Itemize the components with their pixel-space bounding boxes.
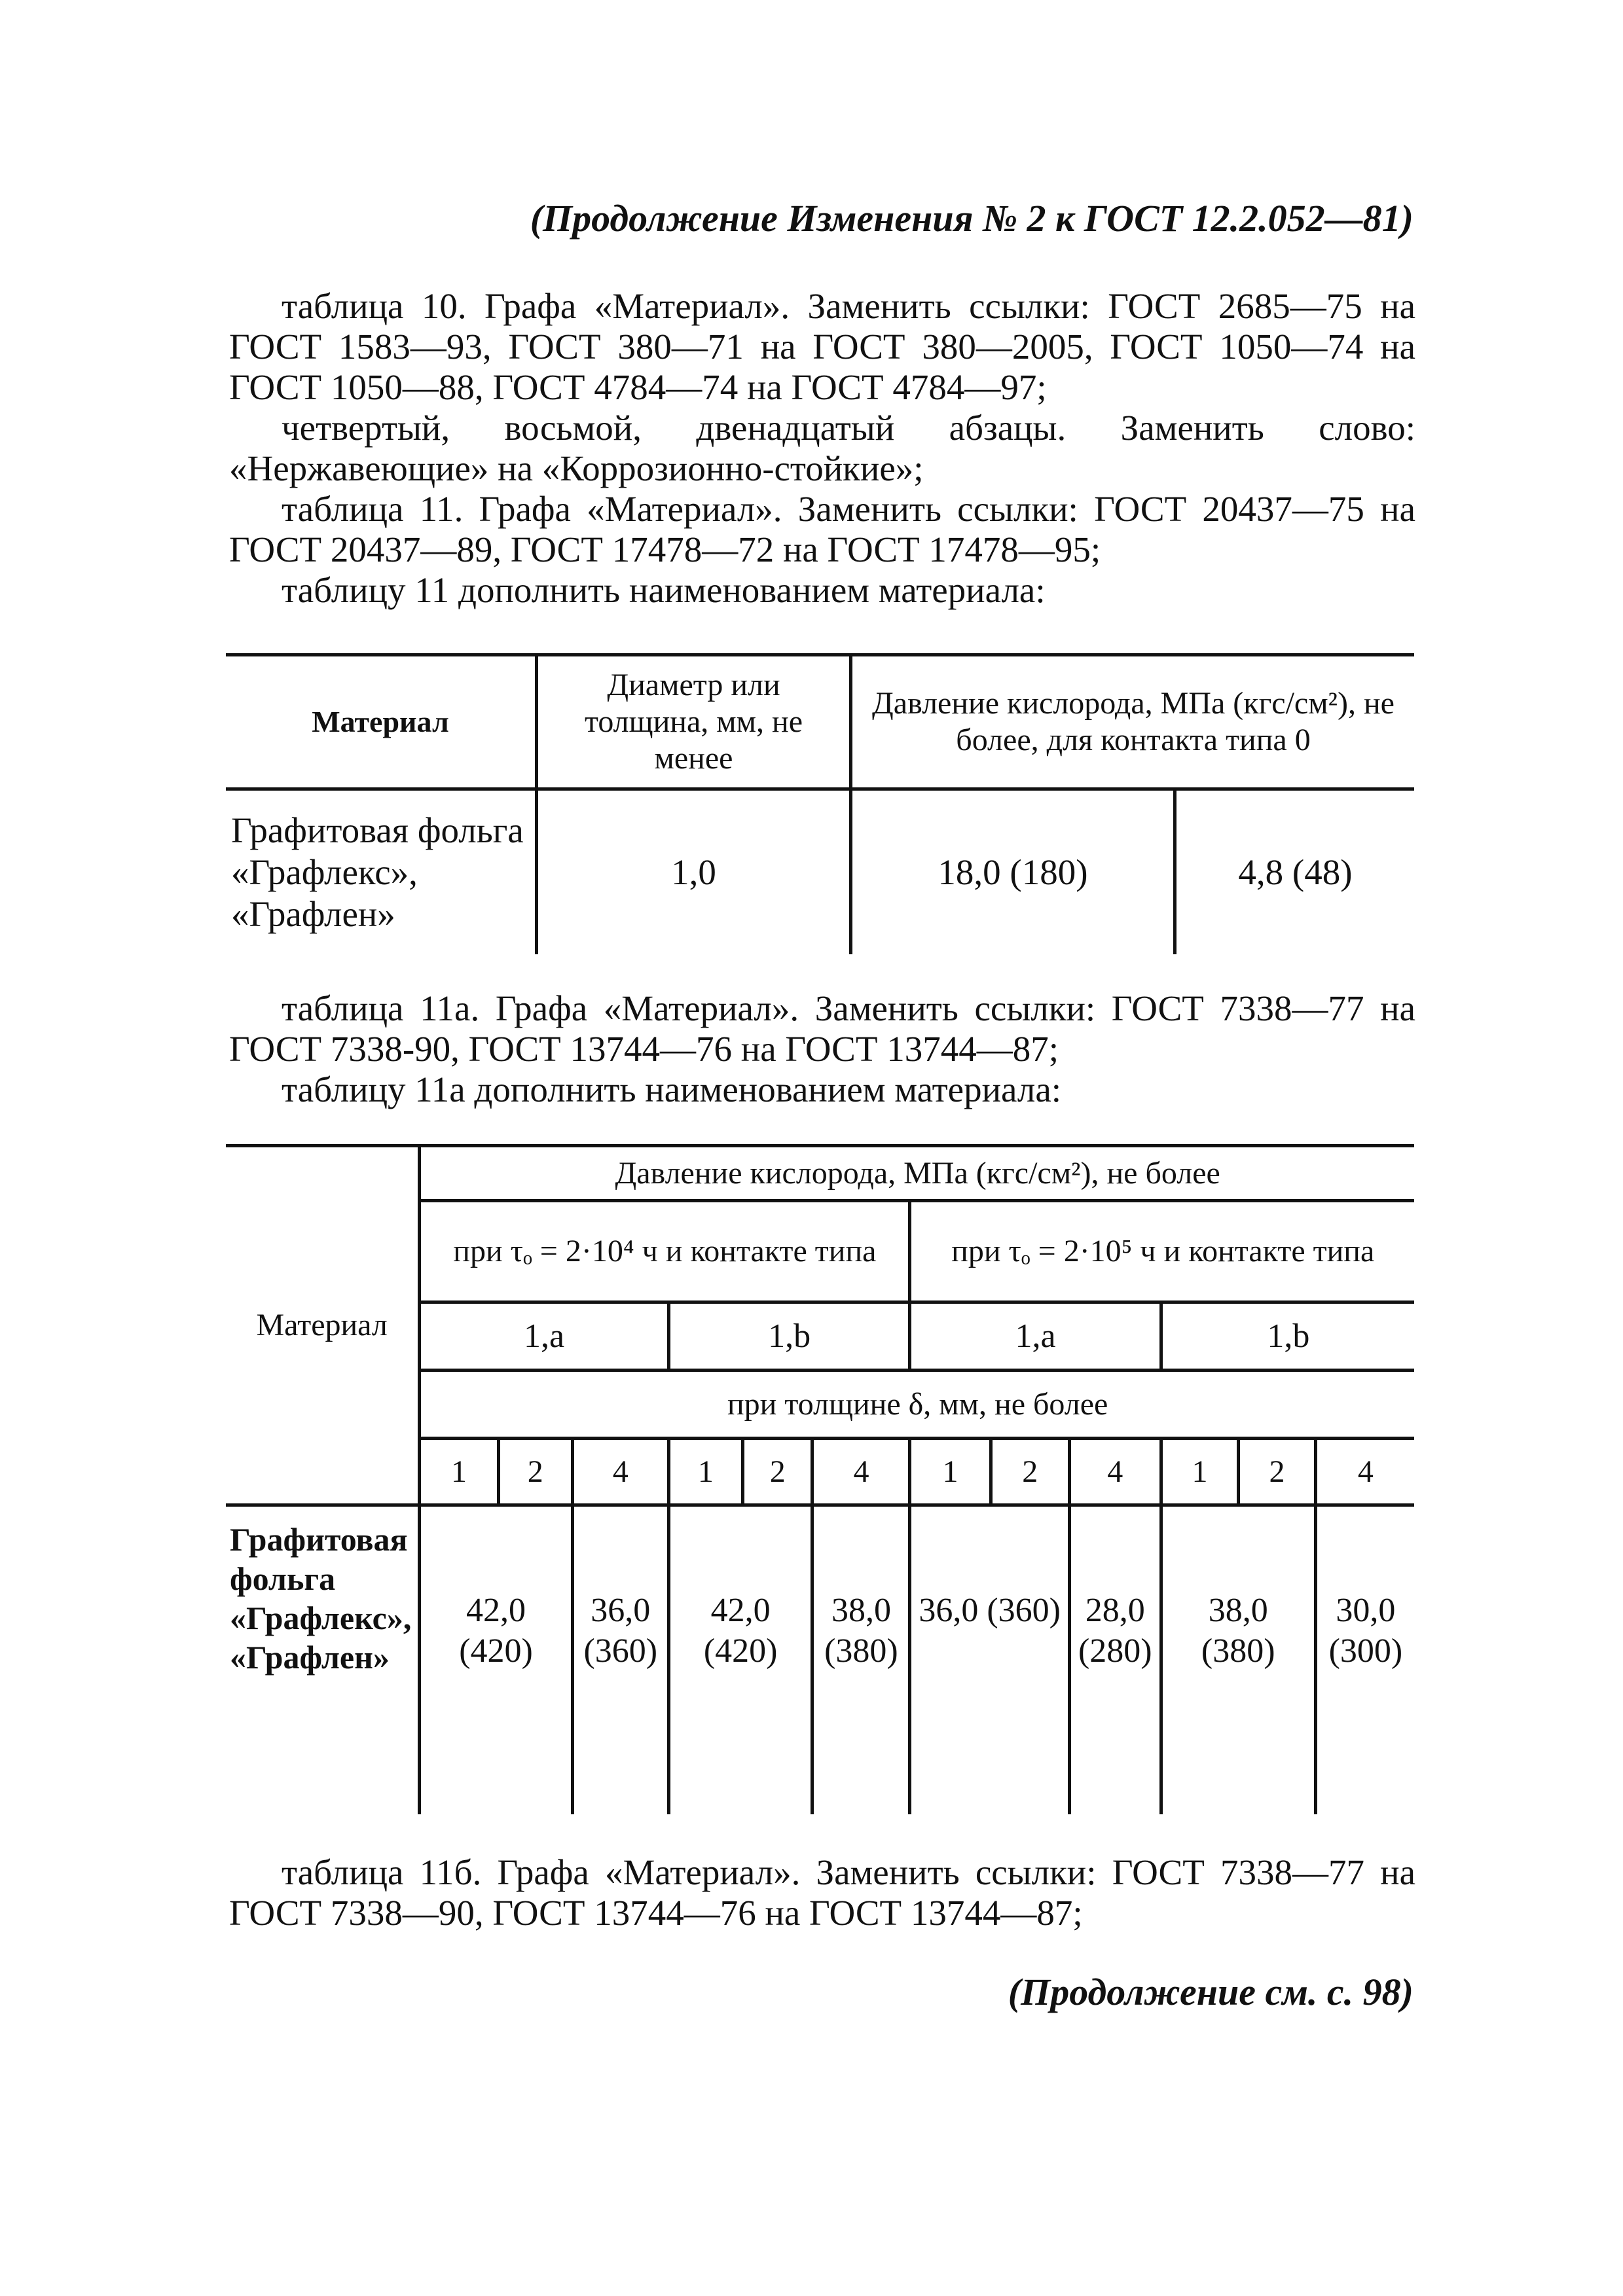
thickness-value: 2 bbox=[991, 1439, 1069, 1505]
thickness-value: 2 bbox=[498, 1439, 572, 1505]
group-header: при τₒ = 2·10⁵ ч и контакте типа bbox=[910, 1201, 1414, 1302]
pressure-cell: 4,8 (48) bbox=[1175, 789, 1415, 954]
thickness-value: 1 bbox=[1161, 1439, 1239, 1505]
col-header-material: Материал bbox=[226, 655, 537, 789]
col-header-material: Материал bbox=[226, 1146, 420, 1505]
text-block-2 bbox=[229, 988, 1415, 1110]
pressure-cell: 36,0 (360) bbox=[910, 1505, 1069, 1814]
thickness-value: 2 bbox=[1239, 1439, 1316, 1505]
pressure-cell: 42,0 (420) bbox=[420, 1505, 572, 1814]
thickness-value: 2 bbox=[742, 1439, 812, 1505]
col-header-diameter: Диаметр или толщина, мм, не менее bbox=[537, 655, 851, 789]
thickness-value: 4 bbox=[812, 1439, 910, 1505]
thickness-value: 1 bbox=[910, 1439, 991, 1505]
table-row bbox=[226, 789, 1414, 954]
pressure-cell: 30,0 (300) bbox=[1315, 1505, 1414, 1814]
pressure-cell: 36,0 (360) bbox=[572, 1505, 668, 1814]
contact-type: 1,a bbox=[420, 1302, 669, 1371]
paragraph: таблица 11. Графа «Материал». Заменить ссылки: ГОСТ 20437—75 на ГОСТ 20437—89, ГОСТ 17478—72 на ГОСТ 17478—95; bbox=[229, 489, 1415, 569]
thickness-value: 1 bbox=[420, 1439, 498, 1505]
text-block-3 bbox=[229, 1852, 1415, 1933]
table-11-addition bbox=[226, 653, 1414, 954]
pressure-cell: 18,0 (180) bbox=[851, 789, 1175, 954]
table-11a-addition bbox=[226, 1144, 1414, 1814]
diameter-cell: 1,0 bbox=[537, 789, 851, 954]
material-cell: Графитовая фольга «Графлекс», «Графлен» bbox=[226, 789, 537, 954]
paragraph: таблица 10. Графа «Материал». Заменить ссылки: ГОСТ 2685—75 на ГОСТ 1583—93, ГОСТ 380—71 на ГОСТ 380—2005, ГОСТ 1050—74 на ГОСТ 1050—88, ГОСТ 4784—74 на ГОСТ 4784—97; bbox=[229, 286, 1415, 407]
col-header-pressure: Давление кислорода, МПа (кгс/см²), не более bbox=[420, 1146, 1414, 1201]
thickness-value: 4 bbox=[572, 1439, 668, 1505]
col-header-pressure: Давление кислорода, МПа (кгс/см²), не более, для контакта типа 0 bbox=[851, 655, 1415, 789]
contact-type: 1,b bbox=[668, 1302, 910, 1371]
group-header: при τₒ = 2·10⁴ ч и контакте типа bbox=[420, 1201, 910, 1302]
thickness-header: при толщине δ, мм, не более bbox=[420, 1371, 1414, 1439]
text-block-1 bbox=[229, 286, 1415, 611]
table-row bbox=[226, 1505, 1414, 1814]
paragraph: таблицу 11а дополнить наименованием материала: bbox=[282, 1069, 1062, 1109]
contact-type: 1,b bbox=[1161, 1302, 1414, 1371]
paragraph: четвертый, восьмой, двенадцатый абзацы. Заменить слово: «Нержавеющие» на «Коррозионно-стойкие»; bbox=[229, 408, 1415, 488]
thickness-value: 4 bbox=[1069, 1439, 1161, 1505]
material-cell: Графитовая фольга «Графлекс», «Графлен» bbox=[226, 1505, 420, 1814]
pressure-cell: 38,0 (380) bbox=[1161, 1505, 1315, 1814]
contact-type: 1,a bbox=[910, 1302, 1161, 1371]
pressure-cell: 42,0 (420) bbox=[668, 1505, 812, 1814]
paragraph: таблица 11а. Графа «Материал». Заменить ссылки: ГОСТ 7338—77 на ГОСТ 7338-90, ГОСТ 13744—76 на ГОСТ 13744—87; bbox=[229, 988, 1415, 1069]
paragraph: таблицу 11 дополнить наименованием материала: bbox=[282, 570, 1046, 610]
continuation-header: (Продолжение Изменения № 2 к ГОСТ 12.2.052—81) bbox=[530, 197, 1413, 240]
thickness-value: 1 bbox=[668, 1439, 742, 1505]
pressure-cell: 28,0 (280) bbox=[1069, 1505, 1161, 1814]
pressure-cell: 38,0 (380) bbox=[812, 1505, 910, 1814]
paragraph: таблица 11б. Графа «Материал». Заменить ссылки: ГОСТ 7338—77 на ГОСТ 7338—90, ГОСТ 13744—76 на ГОСТ 13744—87; bbox=[229, 1852, 1415, 1933]
thickness-value: 4 bbox=[1315, 1439, 1414, 1505]
continuation-footer: (Продолжение см. с. 98) bbox=[1008, 1971, 1413, 2013]
